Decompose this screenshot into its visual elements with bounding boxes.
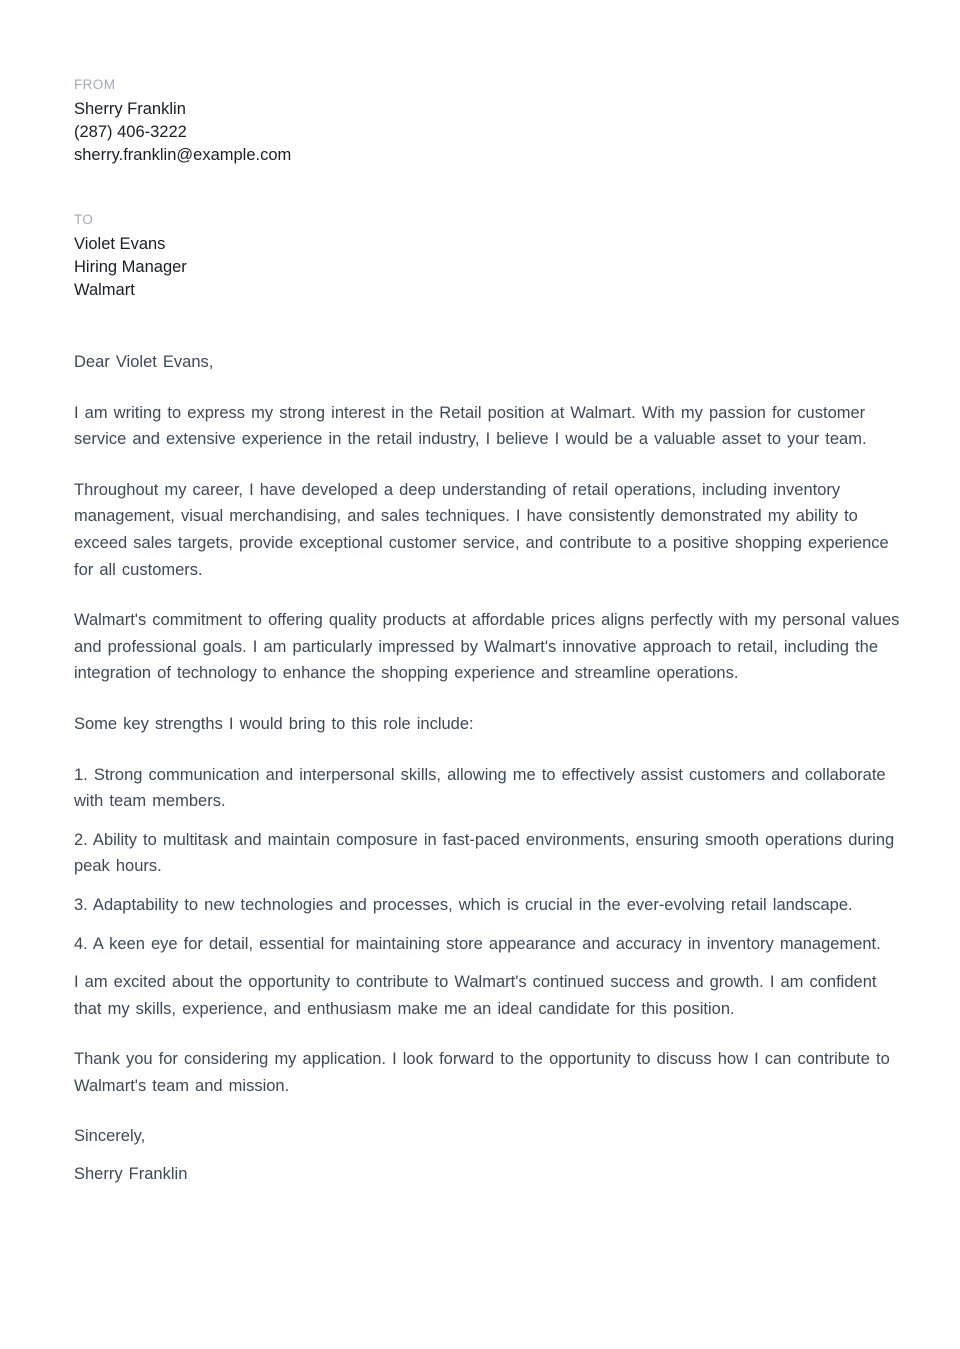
strengths-intro: Some key strengths I would bring to this role include: [74,714,474,733]
sender-phone: (287) 406-3222 [74,123,187,141]
strength-item: 2. Ability to multitask and maintain composure in fast-paced environments, ensuring smooth operations during peak hours. [74,830,895,876]
body-paragraph: Walmart's commitment to offering quality products at affordable prices aligns perfectly with my personal values and professional goals. I am particularly impressed by Walmart's innovative approach to retail, including the integration of technology to enhance the shopping experience and streamline operations. [74,611,900,683]
recipient-name: Violet Evans [74,235,166,253]
to-label: TO [74,212,94,227]
letter-body [74,349,904,1188]
body-paragraph: Thank you for considering my application. I look forward to the opportunity to discuss how I can contribute to Walmart's team and mission. [74,1050,890,1095]
signature: Sherry Franklin [74,1165,188,1184]
strength-item: 1. Strong communication and interpersonal skills, allowing me to effectively assist customers and collaborate with team members. [74,765,886,811]
signoff: Sincerely, [74,1127,146,1146]
to-block [74,211,904,302]
strengths-list [74,762,904,958]
from-label: FROM [74,77,116,92]
recipient-title: Hiring Manager [74,258,187,276]
strength-item: 4. A keen eye for detail, essential for maintaining store appearance and accuracy in inventory management. [74,934,881,953]
body-paragraph: I am writing to express my strong interest in the Retail position at Walmart. With my passion for customer service and extensive experience in the retail industry, I believe I would be a valuable asset to your team. [74,403,867,449]
greeting: Dear Violet Evans, [74,353,214,371]
body-paragraph: Throughout my career, I have developed a deep understanding of retail operations, including inventory management, visual merchandising, and sales techniques. I have consistently demonstrated my ability to exceed sales targets, provide exceptional customer service, and contribute to a positive shopping experience for all customers. [74,480,889,579]
strength-item: 3. Adaptability to new technologies and processes, which is crucial in the ever-evolving retail landscape. [74,895,853,914]
body-paragraph: I am excited about the opportunity to contribute to Walmart's continued success and growth. I am confident that my skills, experience, and enthusiasm make me an ideal candidate for this position. [74,973,877,1018]
sender-name: Sherry Franklin [74,100,186,118]
recipient-company: Walmart [74,281,135,299]
from-block [74,76,904,167]
sender-email: sherry.franklin@example.com [74,146,292,164]
